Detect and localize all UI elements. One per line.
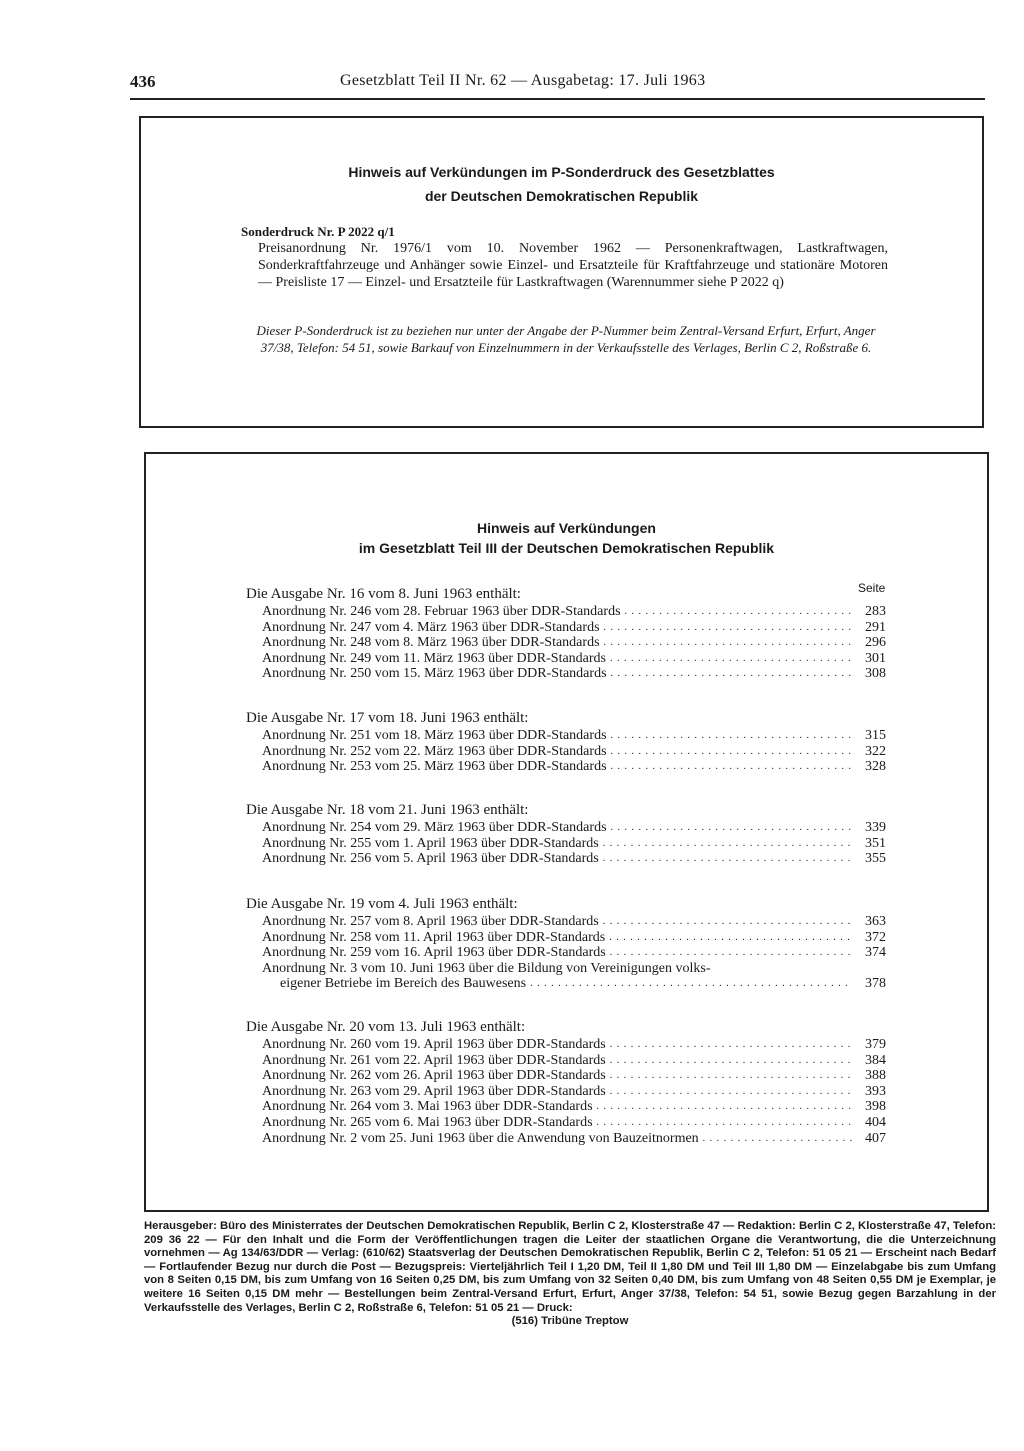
running-title: Gesetzblatt Teil II Nr. 62 — Ausgabetag: 17. Juli 1963 (340, 72, 706, 89)
notice2-title-line1: Hinweis auf Verkündungen (477, 520, 656, 536)
issue-heading: Die Ausgabe Nr. 17 vom 18. Juni 1963 enthält: (246, 710, 529, 726)
page-number: 436 (130, 72, 156, 91)
list-item: Anordnung Nr. 251 vom 18. März 1963 über DDR-Standards . . . 315 (246, 728, 886, 744)
list-item: Anordnung Nr. 253 vom 25. März 1963 über DDR-Standards . . . 328 (246, 759, 886, 775)
list-item: Anordnung Nr. 252 vom 22. März 1963 über DDR-Standards . . . 322 (246, 744, 886, 760)
list-item: Anordnung Nr. 259 vom 16. April 1963 über DDR-Standards . . . 374 (246, 945, 886, 961)
list-item: Anordnung Nr. 262 vom 26. April 1963 über DDR-Standards . . . 388 (246, 1068, 886, 1084)
issue-heading: Die Ausgabe Nr. 18 vom 21. Juni 1963 enthält: (246, 802, 529, 818)
notice2-title-line2: im Gesetzblatt Teil III der Deutschen Demokratischen Republik (358, 540, 775, 556)
gesetzblatt-teil3-notice (144, 452, 989, 1212)
list-item-continuation: eigener Betriebe im Bereich des Bauwesens . . . 378 (246, 976, 886, 992)
sonderdruck-body: Preisanordnung Nr. 1976/1 vom 10. November 1962 — Personenkraftwagen, Lastkraftwagen, Sonderkraftfahrzeuge und Anhänger sowie Einzel- und Ersatzteile für Kraftfahrzeuge und stationäre Motoren — Preisliste 17 — Einzel- und Ersatzteile für Lastkraftwagen (Warennummer siehe P 2022 q) (258, 241, 888, 290)
issue-block (246, 894, 886, 992)
list-item: Anordnung Nr. 258 vom 11. April 1963 über DDR-Standards . . . 372 (246, 930, 886, 946)
list-item: Anordnung Nr. 246 vom 28. Februar 1963 über DDR-Standards . . . 283 (246, 604, 886, 620)
issue-heading: Die Ausgabe Nr. 19 vom 4. Juli 1963 enthält: (246, 896, 518, 912)
list-item: Anordnung Nr. 256 vom 5. April 1963 über DDR-Standards . . . 355 (246, 851, 886, 867)
list-item: Anordnung Nr. 249 vom 11. März 1963 über DDR-Standards . . . 301 (246, 651, 886, 667)
list-item: Anordnung Nr. 261 vom 22. April 1963 über DDR-Standards . . . 384 (246, 1053, 886, 1069)
issue-heading: Die Ausgabe Nr. 16 vom 8. Juni 1963 enthält: (246, 586, 521, 602)
printer-line: (516) Tribüne Treptow (511, 1315, 629, 1328)
issue-block (246, 708, 886, 775)
notice1-title-line2: der Deutschen Demokratischen Republik (424, 188, 699, 204)
list-item: Anordnung Nr. 254 vom 29. März 1963 über DDR-Standards . . . 339 (246, 820, 886, 836)
notice1-title-line1: Hinweis auf Verkündungen im P-Sonderdruck des Gesetzblattes (348, 164, 775, 180)
page-header (130, 72, 985, 100)
list-item: Anordnung Nr. 265 vom 6. Mai 1963 über DDR-Standards . . . 404 (246, 1115, 886, 1131)
p-sonderdruck-notice (139, 116, 984, 428)
list-item: Anordnung Nr. 255 vom 1. April 1963 über DDR-Standards . . . 351 (246, 836, 886, 852)
list-item: Anordnung Nr. 260 vom 19. April 1963 über DDR-Standards . . . 379 (246, 1037, 886, 1053)
sonderdruck-label: Sonderdruck Nr. P 2022 q/1 (241, 224, 395, 239)
sonderdruck-note: Dieser P-Sonderdruck ist zu beziehen nur unter der Angabe der P-Nummer beim Zentral-Versand Erfurt, Erfurt, Anger 37/38, Telefon: 54 51, sowie Barkauf von Einzelnummern in der Verkaufsstelle des Verlages, Berlin C 2, Roßstraße 6. (256, 323, 876, 355)
list-item: Anordnung Nr. 248 vom 8. März 1963 über DDR-Standards . . . 296 (246, 635, 886, 651)
seite-column-label: Seite (858, 581, 886, 595)
issue-heading: Die Ausgabe Nr. 20 vom 13. Juli 1963 enthält: (246, 1019, 526, 1035)
issue-block (246, 1017, 886, 1146)
imprint-footer (144, 1220, 996, 1329)
issue-block (246, 584, 886, 682)
list-item: Anordnung Nr. 263 vom 29. April 1963 über DDR-Standards . . . 393 (246, 1084, 886, 1100)
list-item: Anordnung Nr. 2 vom 25. Juni 1963 über die Anwendung von Bauzeitnormen . . . 407 (246, 1131, 886, 1147)
list-item: Anordnung Nr. 3 vom 10. Juni 1963 über die Bildung von Vereinigungen volks- (262, 960, 711, 976)
list-item: Anordnung Nr. 250 vom 15. März 1963 über DDR-Standards . . . 308 (246, 666, 886, 682)
list-item: Anordnung Nr. 247 vom 4. März 1963 über DDR-Standards . . . 291 (246, 620, 886, 636)
imprint-text: Herausgeber: Büro des Ministerrates der Deutschen Demokratischen Republik, Berlin C 2, Klosterstraße 47 — Redaktion: Berlin C 2, Klosterstraße 47, Telefon: 209 36 22 — Für den Inhalt und die Form der Veröffentlichungen tragen die Leiter der staatlichen Organe die Verantwortung, die die Unterzeichnung vornehmen — Ag 134/63/DDR — Verlag: (610/62) Staatsverlag der Deutschen Demokratischen Republik, Berlin C 2, Telefon: 51 05 21 — Erscheint nach Bedarf — Fortlaufender Bezug nur durch die Post — Bezugspreis: Vierteljährlich Teil I 1,20 DM, Teil II 1,80 DM und Teil III 1,80 DM — Einzelabgabe bis zum Umfang von 8 Seiten 0,15 DM, bis zum Umfang von 16 Seiten 0,25 DM, bis zum Umfang von 32 Seiten 0,40 DM, bis zum Umfang von 48 Seiten 0,55 DM je Exemplar, je weitere 16 Seiten 0,15 DM mehr — Bestellungen beim Zentral-Versand Erfurt, Erfurt, Anger 37/38, Telefon: 54 51, sowie Bezug gegen Barzahlung in der Verkaufsstelle des Verlages, Berlin C 2, Roßstraße 6, Telefon: 51 05 21 — Druck: (144, 1220, 996, 1314)
list-item: Anordnung Nr. 257 vom 8. April 1963 über DDR-Standards . . . 363 (246, 914, 886, 930)
list-item: Anordnung Nr. 264 vom 3. Mai 1963 über DDR-Standards . . . 398 (246, 1099, 886, 1115)
issue-block (246, 800, 886, 867)
